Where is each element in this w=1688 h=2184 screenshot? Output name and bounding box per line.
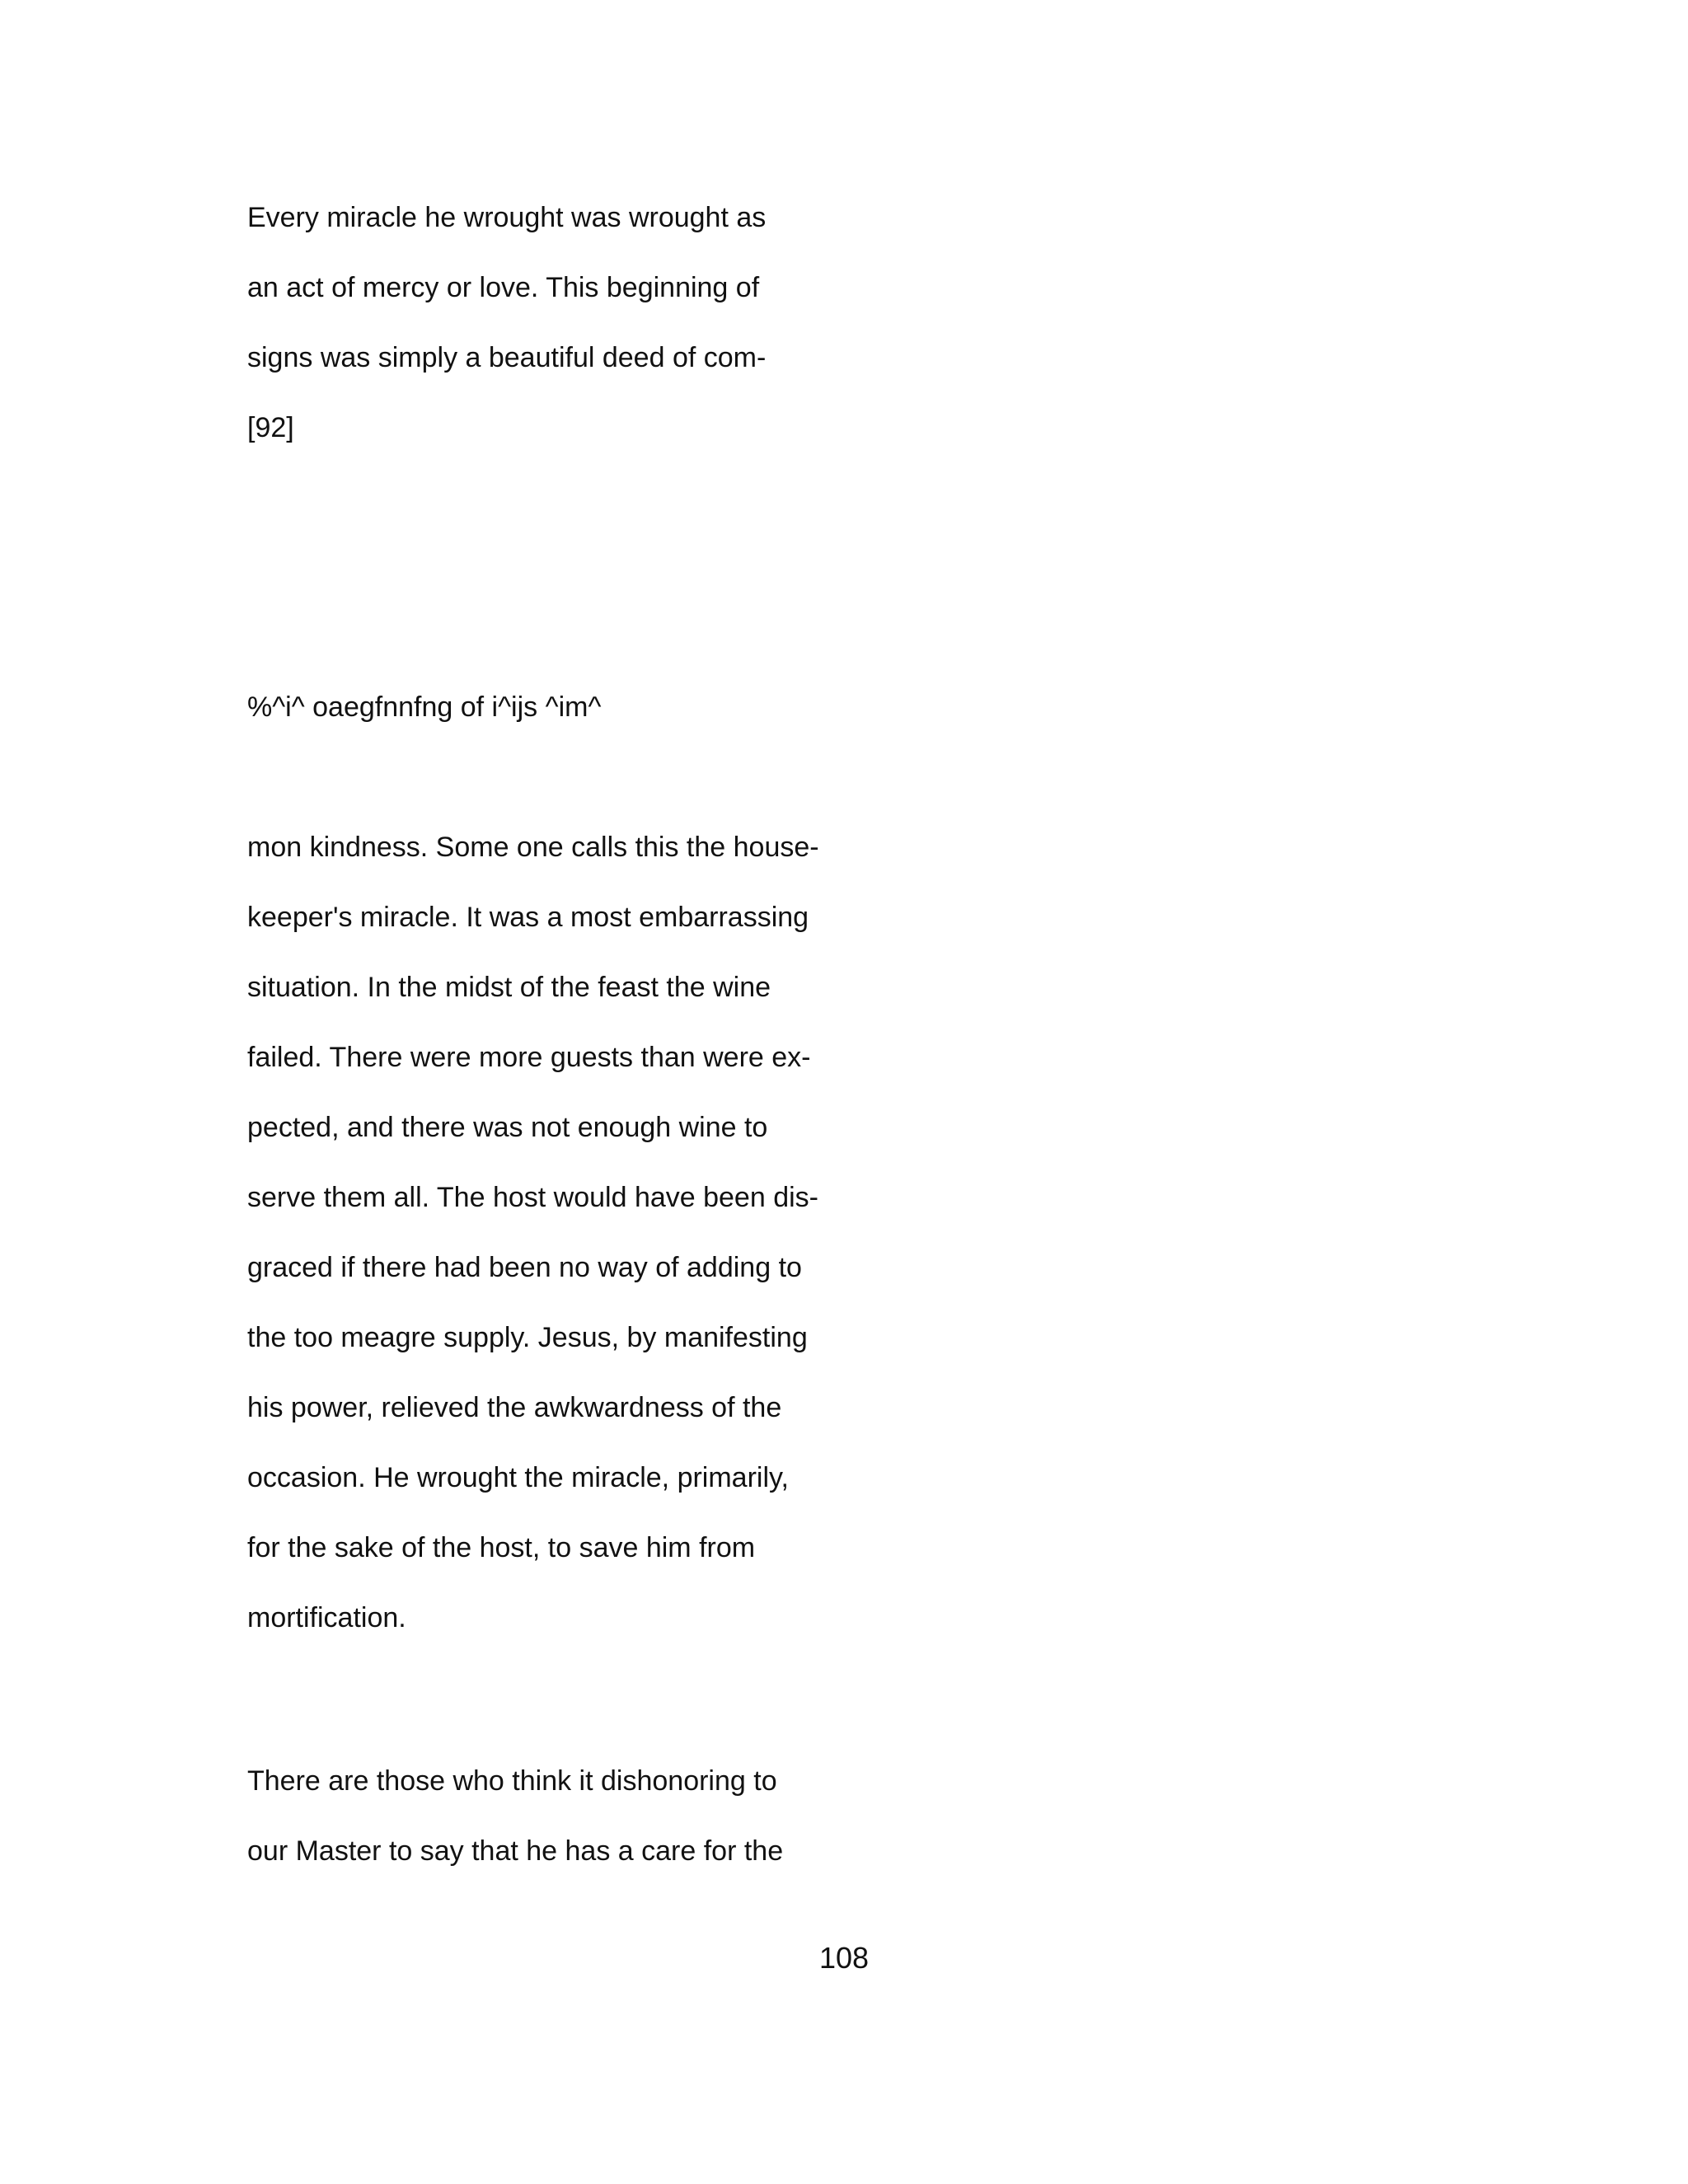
text-line: pected, and there was not enough wine to: [247, 1112, 768, 1143]
paragraph: [247, 183, 1401, 463]
text-line: mortification.: [247, 1602, 406, 1633]
text-line: keeper's miracle. It was a most embarrassing: [247, 902, 809, 933]
text-line: Every miracle he wrought was wrought as: [247, 202, 767, 233]
running-header-text: %^i^ oaegfnnfng of i^ijs ^im^: [247, 691, 602, 723]
text-line: the too meagre supply. Jesus, by manifesting: [247, 1322, 808, 1353]
running-header: [247, 673, 1401, 743]
text-line: for the sake of the host, to save him from: [247, 1532, 756, 1563]
text-line: his power, relieved the awkwardness of the: [247, 1392, 782, 1423]
original-page-marker: [92]: [247, 412, 294, 443]
page-number: 108: [818, 1941, 870, 1975]
text-line: signs was simply a beautiful deed of com-: [247, 342, 767, 373]
text-line: There are those who think it dishonoring to: [247, 1765, 777, 1797]
paragraph: [247, 813, 1401, 1653]
text-line: our Master to say that he has a care for the: [247, 1835, 784, 1867]
text-line: occasion. He wrought the miracle, primarily,: [247, 1462, 789, 1493]
text-line: mon kindness. Some one calls this the house-: [247, 832, 819, 863]
text-line: situation. In the midst of the feast the wine: [247, 972, 771, 1003]
text-line: serve them all. The host would have been dis-: [247, 1182, 818, 1213]
text-line: graced if there had been no way of adding to: [247, 1252, 802, 1283]
text-line: an act of mercy or love. This beginning of: [247, 272, 760, 303]
text-line: failed. There were more guests than were ex-: [247, 1042, 811, 1073]
paragraph: [247, 1746, 1401, 1886]
